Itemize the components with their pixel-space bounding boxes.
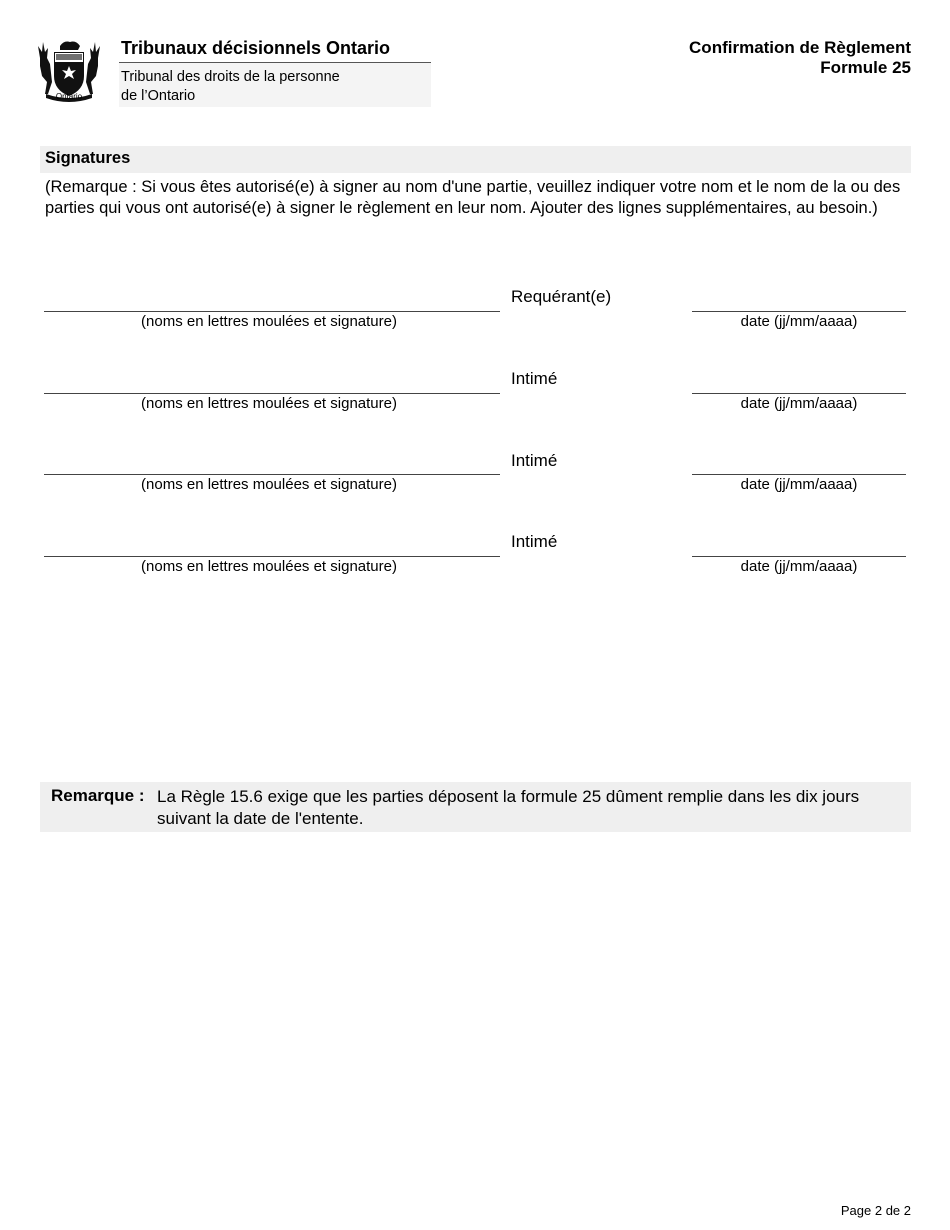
form-number: Formule 25: [820, 58, 911, 77]
form-title-block: [689, 38, 911, 78]
signature-caption: (noms en lettres moulées et signature): [141, 558, 397, 575]
date-line[interactable]: [692, 556, 906, 557]
signature-line[interactable]: [44, 556, 500, 557]
signature-line[interactable]: [44, 474, 500, 475]
signature-line[interactable]: [44, 393, 500, 394]
date-caption: date (jj/mm/aaaa): [740, 476, 858, 493]
signature-line[interactable]: [44, 311, 500, 312]
org-title: Tribunaux décisionnels Ontario: [121, 38, 391, 58]
remark-text: La Règle 15.6 exige que les parties déposent la formule 25 dûment remplie dans les dix jours suivant la date de l'entente.: [157, 787, 860, 828]
signature-caption: (noms en lettres moulées et signature): [141, 313, 397, 330]
date-line[interactable]: [692, 311, 906, 312]
role-label-respondent: Intimé: [511, 369, 558, 388]
date-line[interactable]: [692, 474, 906, 475]
org-subtitle: [121, 68, 340, 106]
org-subtitle-line-1: Tribunal des droits de la personne: [121, 69, 340, 85]
logo-caption: Ontario: [55, 92, 83, 101]
date-caption: date (jj/mm/aaaa): [740, 395, 858, 412]
date-caption: date (jj/mm/aaaa): [740, 558, 858, 575]
signature-caption: (noms en lettres moulées et signature): [141, 395, 397, 412]
date-line[interactable]: [692, 393, 906, 394]
page-number: Page 2 de 2: [840, 1203, 911, 1218]
role-label-applicant: Requérant(e): [511, 287, 612, 306]
section-header: [40, 146, 911, 173]
remark-label: Remarque :: [51, 786, 145, 805]
role-label-respondent: Intimé: [511, 451, 558, 470]
date-caption: date (jj/mm/aaaa): [740, 313, 858, 330]
signature-caption: (noms en lettres moulées et signature): [141, 476, 397, 493]
form-title: Confirmation de Règlement: [689, 38, 911, 57]
section-title: Signatures: [45, 149, 131, 167]
role-label-respondent: Intimé: [511, 532, 558, 551]
section-note: (Remarque : Si vous êtes autorisé(e) à signer au nom d'une partie, veuillez indiquer votre nom et le nom de la ou des parties qui vous ont autorisé(e) à signer le règlement en leur nom. Ajouter des lignes supplémentaires, au besoin.): [45, 178, 901, 217]
org-subtitle-line-2: de l’Ontario: [121, 88, 196, 104]
